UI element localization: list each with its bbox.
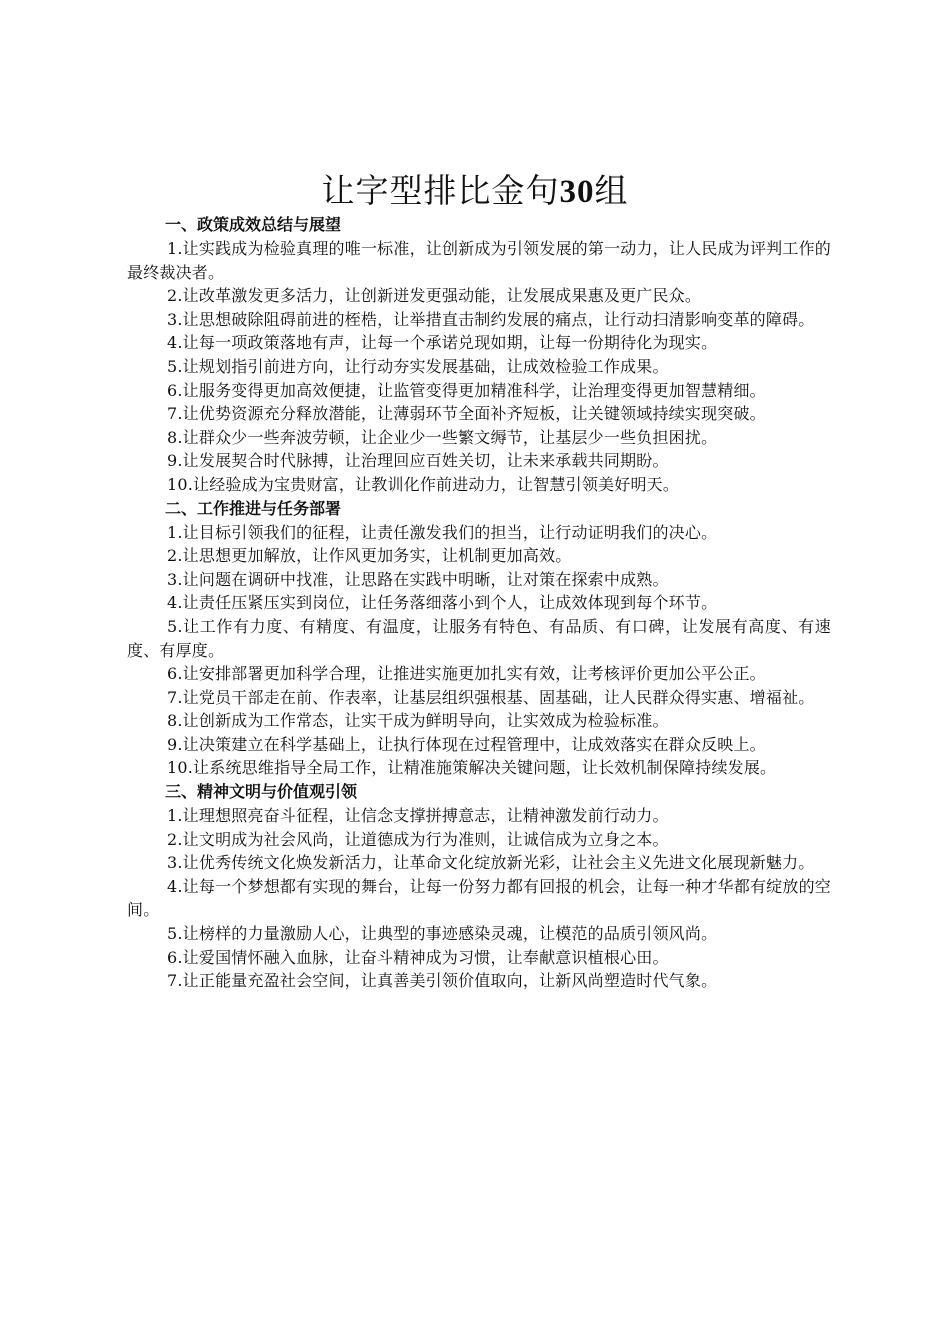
section-heading: 二、工作推进与任务部署 — [165, 498, 342, 518]
list-item: 10.让系统思维指导全局工作，让精准施策解决关键问题，让长效机制保障持续发展。 — [167, 758, 777, 778]
list-item: 5.让工作有力度、有精度、有温度，让服务有特色、有品质、有口碑，让发展有高度、有速度、有厚度。 — [127, 616, 831, 660]
list-item: 9.让决策建立在科学基础上，让执行体现在过程管理中，让成效落实在群众反映上。 — [167, 734, 766, 754]
list-item: 1.让理想照亮奋斗征程，让信念支撑拼搏意志，让精神激发前行动力。 — [167, 806, 669, 826]
list-item: 7.让正能量充盈社会空间，让真善美引领价值取向，让新风尚塑造时代气象。 — [167, 971, 718, 991]
list-item: 10.让经验成为宝贵财富，让教训化作前进动力，让智慧引领美好明天。 — [167, 474, 680, 494]
section-heading: 三、精神文明与价值观引领 — [165, 782, 358, 802]
list-item: 2.让思想更加解放，让作风更加务实，让机制更加高效。 — [167, 546, 572, 566]
document-body — [127, 213, 831, 993]
list-item: 2.让文明成为社会风尚，让道德成为行为准则，让诚信成为立身之本。 — [167, 829, 669, 849]
list-item: 4.让责任压紧压实到岗位，让任务落细落小到个人，让成效体现到每个环节。 — [167, 593, 718, 613]
list-item: 1.让实践成为检验真理的唯一标准，让创新成为引领发展的第一动力，让人民成为评判工作的最终裁决者。 — [127, 239, 831, 282]
page-title — [0, 166, 950, 217]
list-item: 3.让优秀传统文化焕发新活力，让革命文化绽放新光彩，让社会主义先进文化展现新魅力。 — [167, 853, 815, 873]
list-item: 8.让群众少一些奔波劳顿，让企业少一些繁文缛节，让基层少一些负担困扰。 — [167, 427, 718, 447]
list-item: 6.让安排部署更加科学合理，让推进实施更加扎实有效，让考核评价更加公平公正。 — [167, 664, 766, 684]
title-suffix: 组 — [594, 171, 629, 210]
list-item: 2.让改革激发更多活力，让创新迸发更强动能，让发展成果惠及更广民众。 — [167, 286, 702, 306]
list-item: 6.让服务变得更加高效便捷，让监管变得更加精准科学，让治理变得更加智慧精细。 — [167, 380, 766, 400]
list-item: 3.让问题在调研中找准，让思路在实践中明晰，让对策在探索中成熟。 — [167, 569, 669, 589]
list-item: 8.让创新成为工作常态，让实干成为鲜明导向，让实效成为检验标准。 — [167, 711, 669, 731]
list-item: 9.让发展契合时代脉搏，让治理回应百姓关切，让未来承载共同期盼。 — [167, 451, 669, 471]
title-number: 30 — [559, 174, 595, 210]
title-text: 让字型排比金句 — [321, 171, 560, 210]
list-item: 5.让规划指引前进方向，让行动夯实发展基础，让成效检验工作成果。 — [167, 356, 669, 376]
list-item: 1.让目标引领我们的征程，让责任激发我们的担当，让行动证明我们的决心。 — [167, 522, 718, 542]
list-item: 4.让每一项政策落地有声，让每一个承诺兑现如期，让每一份期待化为现实。 — [167, 333, 718, 353]
list-item: 4.让每一个梦想都有实现的舞台，让每一份努力都有回报的机会，让每一种才华都有绽放的空间。 — [127, 876, 831, 920]
list-item: 5.让榜样的力量激励人心，让典型的事迹感染灵魂，让模范的品质引领风尚。 — [167, 924, 718, 944]
list-item: 6.让爱国情怀融入血脉，让奋斗精神成为习惯，让奉献意识植根心田。 — [167, 947, 669, 967]
list-item: 3.让思想破除阻碍前进的桎梏，让举措直击制约发展的痛点，让行动扫清影响变革的障碍。 — [167, 309, 815, 329]
list-item: 7.让优势资源充分释放潜能，让薄弱环节全面补齐短板，让关键领域持续实现突破。 — [167, 404, 766, 424]
section-heading: 一、政策成效总结与展望 — [165, 215, 342, 234]
list-item: 7.让党员干部走在前、作表率，让基层组织强根基、固基础，让人民群众得实惠、增福祉。 — [167, 687, 815, 707]
